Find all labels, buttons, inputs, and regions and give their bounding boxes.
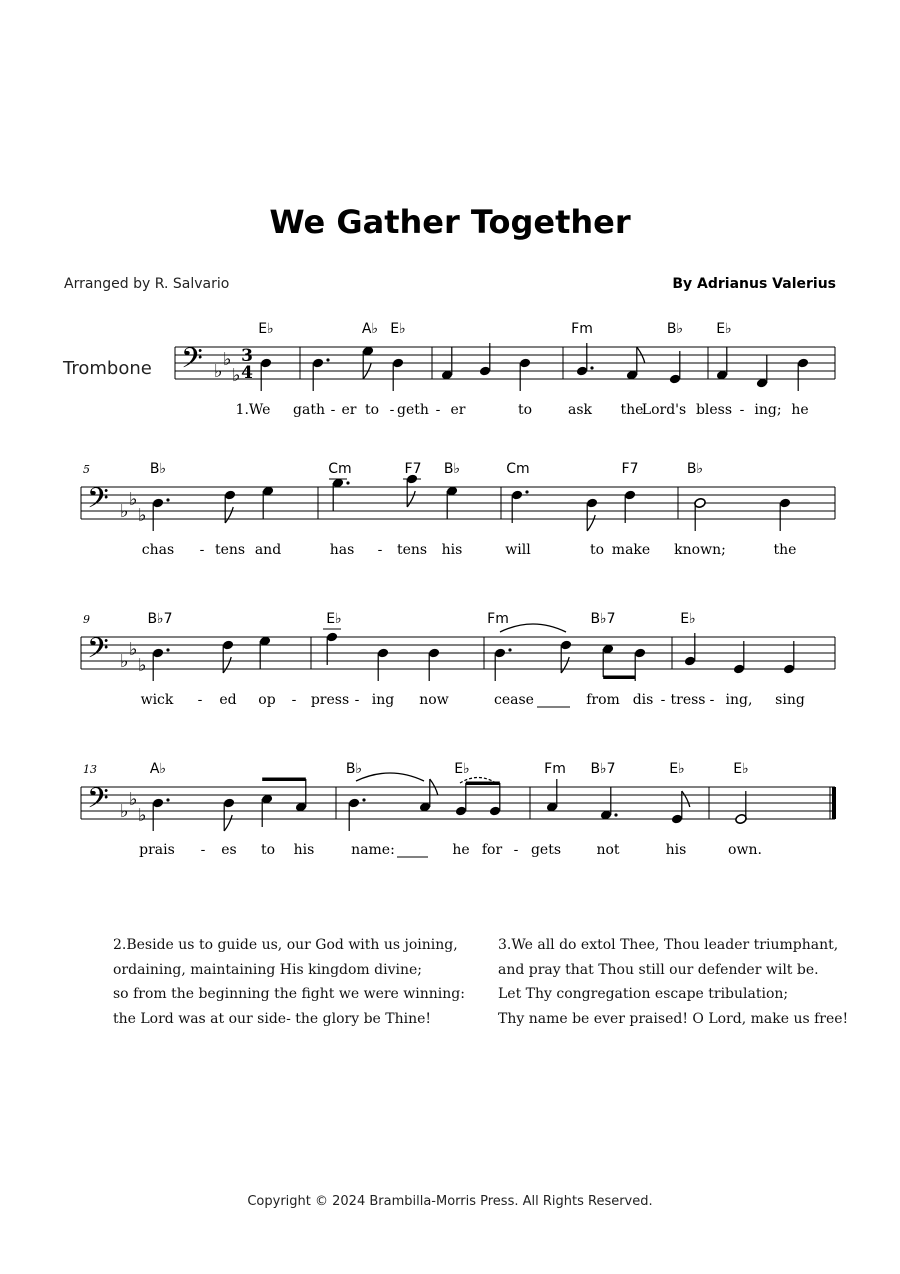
note-flag xyxy=(682,791,690,807)
chord-symbol: Fm xyxy=(571,321,593,337)
verse-3-line: Thy name be ever praised! O Lord, make us free! xyxy=(498,1010,849,1027)
augmentation-dot xyxy=(525,490,528,493)
lyric-syllable: 1.We xyxy=(235,402,271,418)
lyric-syllable: tress xyxy=(670,692,706,708)
chord-symbol: B♭ xyxy=(443,461,461,477)
augmentation-dot xyxy=(166,798,169,801)
verse-2-line: so from the beginning the fight we were winning: xyxy=(113,986,465,1002)
lyric-syllable: - xyxy=(197,692,203,708)
flat-icon: ♭ xyxy=(129,489,138,510)
lyric-syllable: to xyxy=(517,402,533,418)
instrument-name: Trombone xyxy=(63,358,152,379)
chord-symbol: B♭ xyxy=(149,461,167,477)
chord-symbol: E♭ xyxy=(669,761,685,777)
lyric-syllable: - xyxy=(200,842,206,858)
chord-symbol: E♭ xyxy=(454,761,470,777)
lyric-syllable: - xyxy=(709,692,715,708)
lyric-syllable: he xyxy=(791,402,809,418)
slur xyxy=(500,624,566,632)
verse-2-line: the Lord was at our side- the glory be Thine! xyxy=(113,1010,432,1027)
lyric-syllable: tens xyxy=(214,542,246,558)
bass-clef-icon: 𝄢 xyxy=(181,342,203,382)
augmentation-dot xyxy=(508,648,511,651)
augmentation-dot xyxy=(590,366,593,369)
chord-symbol: E♭ xyxy=(390,321,406,337)
flat-icon: ♭ xyxy=(129,789,138,810)
chord-symbol: Fm xyxy=(544,761,566,777)
measure-number: 13 xyxy=(83,763,97,776)
chord-symbol: E♭ xyxy=(326,611,342,627)
lyric-syllable: his xyxy=(293,842,315,858)
lyric-syllable: ing, xyxy=(725,692,753,708)
lyric-syllable: er xyxy=(341,402,357,418)
verse-3-line: and pray that Thou still our defender wilt be. xyxy=(498,961,819,978)
augmentation-dot xyxy=(362,798,365,801)
flat-icon: ♭ xyxy=(120,801,129,822)
beam xyxy=(262,778,306,782)
note-flag xyxy=(225,507,233,523)
lyric-syllable: bless xyxy=(695,402,733,418)
verse-3 xyxy=(498,933,848,1031)
flat-icon: ♭ xyxy=(138,505,147,526)
lyric-syllable: prais xyxy=(139,842,175,858)
lyric-syllable: ask xyxy=(567,402,593,418)
lyric-syllable: has xyxy=(329,542,355,558)
chord-symbol: B♭7 xyxy=(590,611,616,627)
copyright-notice: Copyright © 2024 Brambilla-Morris Press. All Rights Reserved. xyxy=(247,1194,653,1209)
lyric-syllable: er xyxy=(450,402,466,418)
final-barline xyxy=(832,787,836,819)
lyric-syllable: - xyxy=(739,402,745,418)
note-flag xyxy=(407,491,415,507)
flat-icon: ♭ xyxy=(129,639,138,660)
chord-symbol: E♭ xyxy=(733,761,749,777)
measure-number: 9 xyxy=(83,613,90,626)
bass-clef-icon: 𝄢 xyxy=(87,782,109,822)
verse-2-line: 2.Beside us to guide us, our God with us joining, xyxy=(113,937,458,953)
augmentation-dot xyxy=(166,648,169,651)
chord-symbol: B♭7 xyxy=(147,611,173,627)
time-signature-bottom: 4 xyxy=(241,363,253,383)
lyric-syllable: to xyxy=(364,402,380,418)
time-signature-top: 3 xyxy=(241,346,253,366)
lyric-syllable: name: xyxy=(351,842,395,858)
arranger-credit: Arranged by R. Salvario xyxy=(64,276,230,292)
note-flag xyxy=(223,657,231,673)
bass-clef-icon: 𝄢 xyxy=(87,482,109,522)
lyric-syllable: - xyxy=(199,542,205,558)
augmentation-dot xyxy=(326,358,329,361)
lyric-syllable: - xyxy=(435,402,441,418)
lyric-syllable: tens xyxy=(396,542,428,558)
chord-symbol: E♭ xyxy=(716,321,732,337)
composer-credit: By Adrianus Valerius xyxy=(672,276,836,292)
lyric-syllable: Lord's xyxy=(641,402,687,418)
chord-symbol: B♭7 xyxy=(590,761,616,777)
slur xyxy=(356,773,424,781)
chord-symbol: B♭ xyxy=(666,321,684,337)
lyric-syllable: ed xyxy=(219,692,237,708)
staff-system xyxy=(175,342,835,391)
lyric-syllable: - xyxy=(330,402,336,418)
lyric-syllable: op xyxy=(258,692,276,708)
note-flag xyxy=(561,657,569,673)
chord-symbol: A♭ xyxy=(149,761,167,777)
lyric-syllable: cease xyxy=(494,692,534,708)
lyric-syllable: press xyxy=(310,692,350,708)
staff-system xyxy=(81,629,835,681)
lyric-syllable: - xyxy=(291,692,297,708)
lyric-syllable: wick xyxy=(140,692,174,708)
beam xyxy=(603,676,635,680)
lyric-syllable: to xyxy=(260,842,276,858)
lyric-syllable: the xyxy=(620,402,644,418)
lyric-syllable: to xyxy=(589,542,605,558)
lyric-syllable: ing xyxy=(371,692,395,708)
flat-icon: ♭ xyxy=(138,655,147,676)
chord-symbol: E♭ xyxy=(258,321,274,337)
lyric-syllable: for xyxy=(481,842,503,858)
chord-symbol: A♭ xyxy=(361,321,379,337)
lyric-syllable: - xyxy=(660,692,666,708)
lyric-syllable: - xyxy=(354,692,360,708)
flat-icon: ♭ xyxy=(223,349,232,370)
note-flag xyxy=(224,815,232,831)
lyric-syllable: own. xyxy=(728,842,762,858)
lyric-syllable: his xyxy=(665,842,687,858)
lyric-syllable: ing; xyxy=(754,402,782,418)
verse-3-line: 3.We all do extol Thee, Thou leader triumphant, xyxy=(498,937,839,953)
page-title: We Gather Together xyxy=(269,203,631,241)
lyric-syllable: make xyxy=(611,542,651,558)
chord-symbol: Cm xyxy=(328,461,352,477)
lyric-syllable: es xyxy=(221,842,237,858)
lyric-syllable: will xyxy=(505,542,531,558)
lyric-syllable: from xyxy=(586,692,620,708)
flat-icon: ♭ xyxy=(138,805,147,826)
lyric-syllable: gath xyxy=(293,402,325,418)
lyric-syllable: - xyxy=(389,402,395,418)
lyric-syllable: known; xyxy=(674,542,726,558)
lyric-syllable: and xyxy=(254,542,282,558)
flat-icon: ♭ xyxy=(214,361,223,382)
chord-symbol: F7 xyxy=(404,461,422,477)
staff-system xyxy=(81,778,836,832)
lyric-syllable: geth xyxy=(397,402,429,418)
lyric-syllable: not xyxy=(596,842,620,858)
lyric-syllable: his xyxy=(441,542,463,558)
augmentation-dot xyxy=(614,813,617,816)
chord-symbol: F7 xyxy=(621,461,639,477)
lyric-syllable: now xyxy=(419,692,449,708)
lyric-syllable: - xyxy=(377,542,383,558)
lyric-syllable: gets xyxy=(530,842,562,858)
lyric-syllable: the xyxy=(773,542,797,558)
chord-symbol: E♭ xyxy=(680,611,696,627)
flat-icon: ♭ xyxy=(120,651,129,672)
flat-icon: ♭ xyxy=(120,501,129,522)
note-flag xyxy=(587,515,595,531)
verse-2-line: ordaining, maintaining His kingdom divine; xyxy=(113,961,422,978)
staff-system xyxy=(81,473,835,531)
lyric-syllable: chas xyxy=(141,542,175,558)
chord-symbol: B♭ xyxy=(345,761,363,777)
bass-clef-icon: 𝄢 xyxy=(87,632,109,672)
lyric-syllable: sing xyxy=(775,692,805,708)
lyric-syllable: dis xyxy=(632,692,654,708)
augmentation-dot xyxy=(166,498,169,501)
verse-2 xyxy=(113,933,465,1031)
chord-symbol: B♭ xyxy=(686,461,704,477)
measure-number: 5 xyxy=(83,463,90,476)
lyric-syllable: - xyxy=(513,842,519,858)
augmentation-dot xyxy=(346,481,349,484)
lyric-syllable: he xyxy=(452,842,470,858)
verse-3-line: Let Thy congregation escape tribulation; xyxy=(498,986,789,1002)
chord-symbol: Cm xyxy=(506,461,530,477)
flat-icon: ♭ xyxy=(232,365,241,386)
chord-symbol: Fm xyxy=(487,611,509,627)
